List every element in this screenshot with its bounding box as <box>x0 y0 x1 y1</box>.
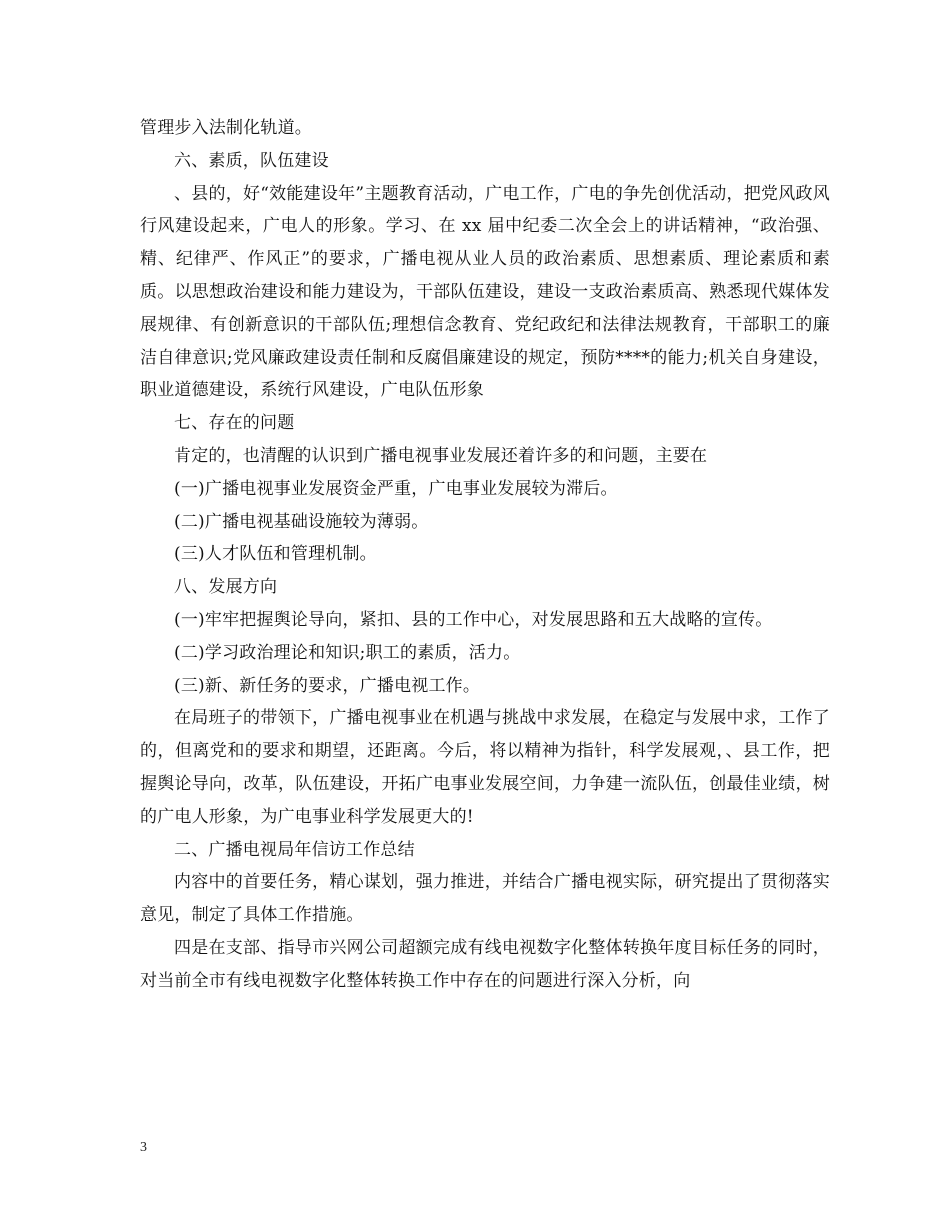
paragraph: 在局班子的带领下，广播电视事业在机遇与挑战中求发展，在稳定与发展中求，工作了的，但离党和的要求和期望，还距离。今后，将以精神为指针，科学发展观，、县工作，把握舆论导向，改革，队伍建设，开拓广电事业发展空间，力争建一流队伍，创最佳业绩，树的广电人形象，为广电事业科学发展更大的! <box>140 708 830 827</box>
list-item: (二)广播电视基础设施较为薄弱。 <box>174 511 429 532</box>
document-body <box>140 112 830 998</box>
list-item: (二)学习政治理论和知识;职工的素质，活力。 <box>174 642 521 663</box>
list-item: (一)牢牢把握舆论导向，紧扣、县的工作中心，对发展思路和五大战略的宣传。 <box>174 609 773 630</box>
paragraph: 、县的，好“效能建设年”主题教育活动，广电工作，广电的争先创优活动，把党风政风行风建设起来，广电人的形象。学习、在 xx 届中纪委二次全会上的讲话精神，“政治强、精、纪律严、作风正”的要求，广播电视从业人员的政治素质、思想素质、理论素质和素质。以思想政治建设和能力建设为，干部队伍建设，建设一支政治素质高、熟悉现代媒体发展规律、有创新意识的干部队伍;理想信念教育、党纪政纪和法律法规教育，干部职工的廉洁自律意识;党风廉政建设责任制和反腐倡廉建设的规定，预防****的能力;机关自身建设，职业道德建设，系统行风建设，广电队伍形象 <box>140 183 830 401</box>
list-item: (三)人才队伍和管理机制。 <box>174 544 377 565</box>
page-number: 3 <box>140 1140 147 1155</box>
paragraph: 管理步入法制化轨道。 <box>140 118 312 138</box>
section-heading: 七、存在的问题 <box>174 413 295 434</box>
paragraph: 四是在支部、指导市兴网公司超额完成有线电视数字化整体转换年度目标任务的同时，对当前全市有线电视数字化整体转换工作中存在的问题进行深入分析，向 <box>140 937 830 991</box>
list-item: (三)新、新任务的要求，广播电视工作。 <box>174 675 481 696</box>
list-item: (一)广播电视事业发展资金严重，广电事业发展较为滞后。 <box>174 478 618 499</box>
paragraph: 内容中的首要任务，精心谋划，强力推进，并结合广播电视实际，研究提出了贯彻落实意见，制定了具体工作措施。 <box>140 872 830 926</box>
section-heading: 八、发展方向 <box>174 577 278 598</box>
section-heading: 六、素质，队伍建设 <box>174 150 329 171</box>
paragraph: 肯定的，也清醒的认识到广播电视事业发展还着许多的和问题，主要在 <box>174 445 708 466</box>
section-heading: 二、广播电视局年信访工作总结 <box>174 839 415 860</box>
